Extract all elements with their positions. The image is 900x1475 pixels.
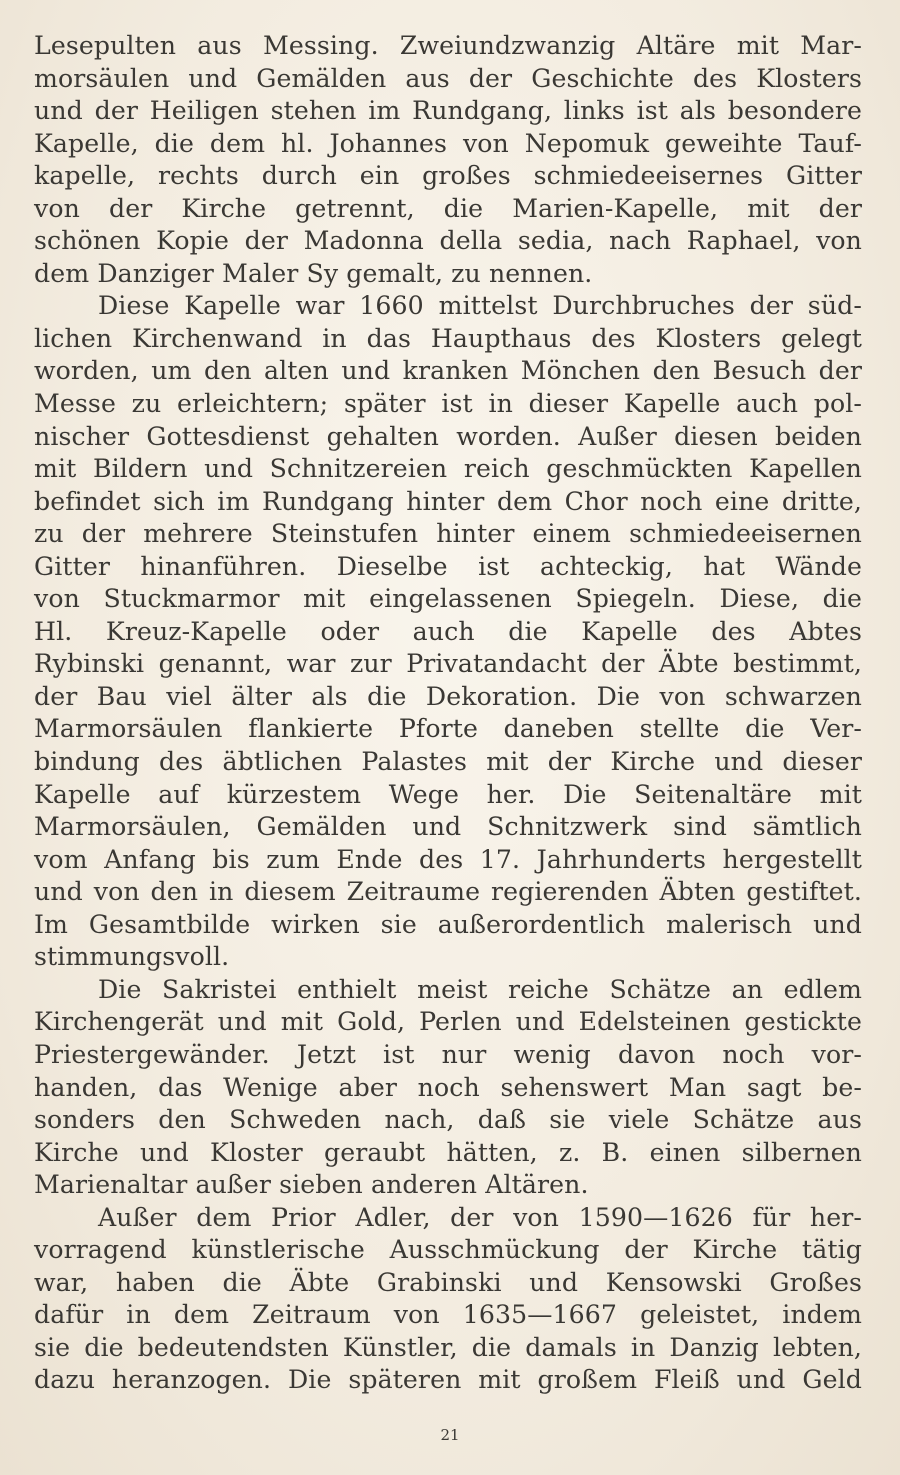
text-line: Marmorsäulen flankierte Pforte daneben stellte die Ver- (34, 714, 862, 744)
text-line: von Stuckmarmor mit eingelassenen Spiegeln. Diese, die (34, 584, 862, 614)
page-number: 21 (440, 1426, 460, 1444)
text-line: der Bau viel älter als die Dekoration. Die von schwarzen (34, 681, 862, 711)
text-line: sie die bedeutendsten Künstler, die damals in Danzig lebten, (34, 1332, 862, 1362)
body-text (34, 30, 862, 1397)
text-line: Die Sakristei enthielt meist reiche Schätze an edlem (98, 974, 862, 1004)
text-line: schönen Kopie der Madonna della sedia, nach Raphael, von (34, 226, 862, 256)
text-line: dafür in dem Zeitraum von 1635—1667 geleistet, indem (34, 1300, 862, 1330)
text-line: war, haben die Äbte Grabinski und Kensowski Großes (34, 1267, 862, 1297)
text-line: Kirchengerät und mit Gold, Perlen und Edelsteinen gestickte (34, 1007, 862, 1037)
text-line: befindet sich im Rundgang hinter dem Chor noch eine dritte, (34, 486, 862, 516)
text-line: dem Danziger Maler Sy gemalt, zu nennen. (34, 258, 593, 288)
text-line: zu der mehrere Steinstufen hinter einem schmiedeeisernen (34, 519, 862, 549)
text-line: Marienaltar außer sieben anderen Altären. (34, 1170, 589, 1200)
text-line: Lesepulten aus Messing. Zweiundzwanzig Altäre mit Mar- (34, 31, 862, 60)
text-line: Rybinski genannt, war zur Privatandacht der Äbte bestimmt, (34, 649, 862, 679)
text-line: Kirche und Kloster geraubt hätten, z. B. einen silbernen (34, 1137, 862, 1167)
text-line: Marmorsäulen, Gemälden und Schnitzwerk sind sämtlich (34, 812, 862, 842)
text-line: bindung des äbtlichen Palastes mit der Kirche und dieser (34, 747, 862, 777)
text-line: Kapelle, die dem hl. Johannes von Nepomuk geweihte Tauf- (34, 128, 862, 158)
text-line: sonders den Schweden nach, daß sie viele Schätze aus (34, 1105, 862, 1135)
text-line: und der Heiligen stehen im Rundgang, links ist als besondere (34, 96, 862, 126)
text-line: und von den in diesem Zeitraume regierenden Äbten gestiftet. (34, 877, 862, 907)
text-line: Im Gesamtbilde wirken sie außerordentlich malerisch und (34, 909, 862, 939)
text-line: Priestergewänder. Jetzt ist nur wenig davon noch vor- (34, 1039, 862, 1069)
text-line: Außer dem Prior Adler, der von 1590—1626 für her- (98, 1202, 862, 1232)
text-line: vom Anfang bis zum Ende des 17. Jahrhunderts hergestellt (34, 844, 862, 874)
text-line: Hl. Kreuz-Kapelle oder auch die Kapelle des Abtes (34, 616, 862, 646)
text-line: dazu heranzogen. Die späteren mit großem Fleiß und Geld (34, 1365, 862, 1395)
text-line: kapelle, rechts durch ein großes schmiedeeisernes Gitter (34, 161, 862, 191)
text-line: Gitter hinanführen. Dieselbe ist achteckig, hat Wände (34, 551, 862, 581)
text-line: lichen Kirchenwand in das Haupthaus des Klosters gelegt (34, 323, 862, 353)
text-line: handen, das Wenige aber noch sehenswert Man sagt be- (34, 1072, 862, 1102)
text-line: vorragend künstlerische Ausschmückung der Kirche tätig (34, 1235, 862, 1265)
text-line: stimmungsvoll. (34, 942, 230, 972)
text-line: von der Kirche getrennt, die Marien-Kapelle, mit der (34, 193, 862, 223)
text-line: mit Bildern und Schnitzereien reich geschmückten Kapellen (34, 454, 862, 484)
text-line: worden, um den alten und kranken Mönchen den Besuch der (34, 356, 862, 386)
text-line: nischer Gottesdienst gehalten worden. Außer diesen beiden (34, 421, 862, 451)
text-line: Diese Kapelle war 1660 mittelst Durchbruches der süd- (98, 291, 862, 321)
text-line: morsäulen und Gemälden aus der Geschichte des Klosters (34, 63, 862, 93)
text-line: Kapelle auf kürzestem Wege her. Die Seitenaltäre mit (34, 779, 862, 809)
text-line: Messe zu erleichtern; später ist in dieser Kapelle auch pol- (34, 389, 862, 419)
